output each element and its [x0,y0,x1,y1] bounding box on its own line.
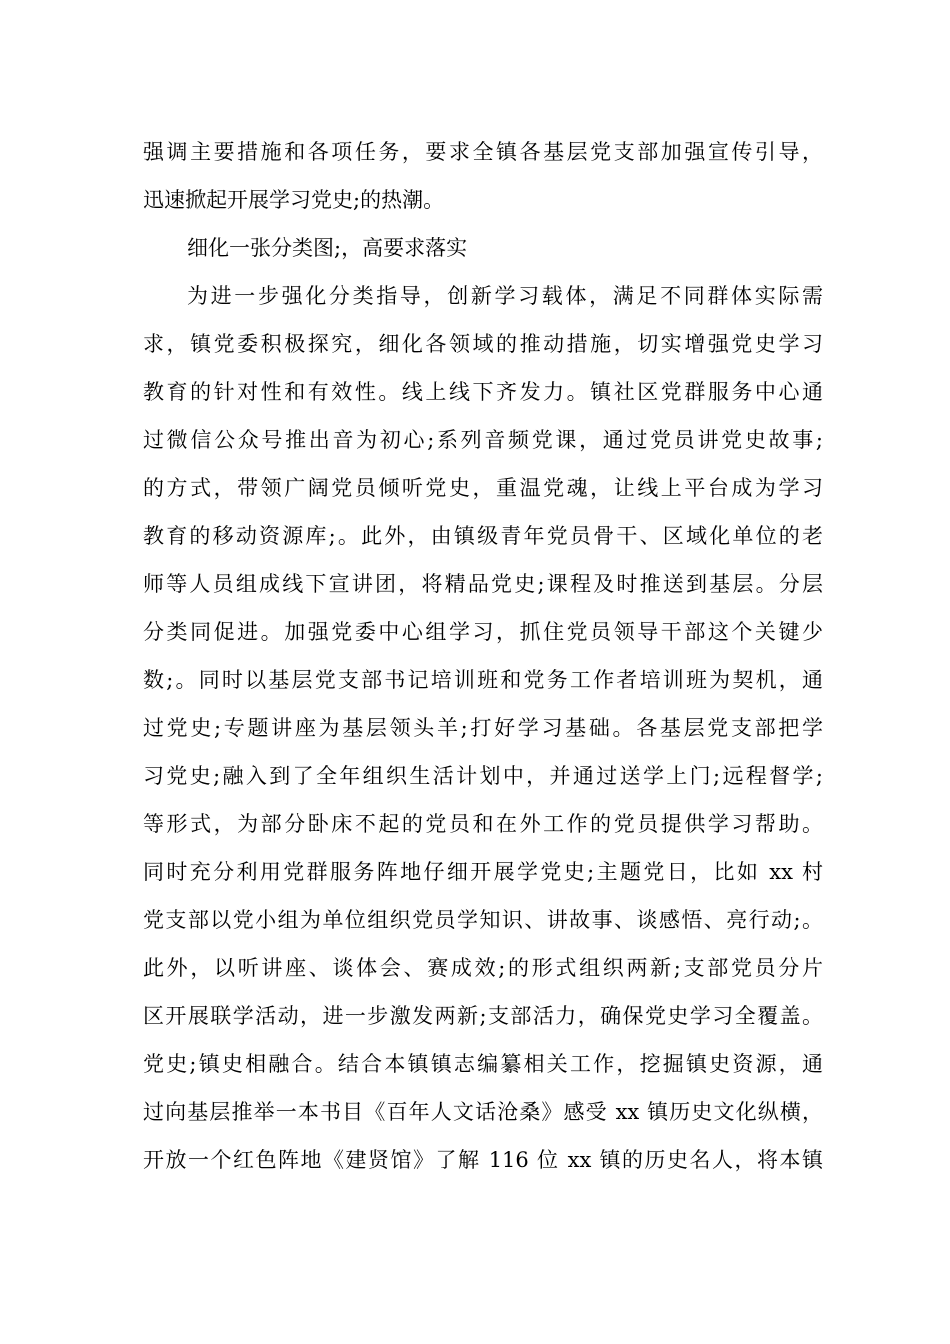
text-line: 教育的针对性和有效性。线上线下齐发力。镇社区党群服务中心通 [143,380,823,404]
text-line: 数;。同时以基层党支部书记培训班和党务工作者培训班为契机，通 [143,668,823,692]
text-line: 的方式，带领广阔党员倾听党史，重温党魂，让线上平台成为学习 [143,476,823,500]
text-line: 习党史;融入到了全年组织生活计划中，并通过送学上门;远程督学; [143,764,823,788]
text-line: 过微信公众号推出音为初心;系列音频党课，通过党员讲党史故事; [143,428,823,452]
text-line: 强调主要措施和各项任务，要求全镇各基层党支部加强宣传引导， [143,140,823,164]
text-line: 党史;镇史相融合。结合本镇镇志编纂相关工作，挖掘镇史资源，通 [143,1052,823,1076]
text-line: 为进一步强化分类指导，创新学习载体，满足不同群体实际需 [187,284,823,308]
text-line: 教育的移动资源库;。此外，由镇级青年党员骨干、区域化单位的老 [143,524,823,548]
text-line: 求，镇党委积极探究，细化各领域的推动措施，切实增强党史学习 [143,332,823,356]
document-body [143,128,823,1184]
text-line: 迅速掀起开展学习党史;的热潮。 [143,188,445,212]
text-line: 过向基层推举一本书目《百年人文话沧桑》感受 xx 镇历史文化纵横， [143,1100,823,1124]
text-line: 党支部以党小组为单位组织党员学知识、讲故事、谈感悟、亮行动;。 [143,908,823,932]
text-line: 此外，以听讲座、谈体会、赛成效;的形式组织两新;支部党员分片 [143,956,823,980]
text-line: 同时充分利用党群服务阵地仔细开展学党史;主题党日，比如 xx 村 [143,860,823,884]
section-heading: 细化一张分类图;，高要求落实 [187,236,468,260]
text-line: 师等人员组成线下宣讲团，将精品党史;课程及时推送到基层。分层 [143,572,823,596]
text-line: 过党史;专题讲座为基层领头羊;打好学习基础。各基层党支部把学 [143,716,823,740]
text-line: 分类同促进。加强党委中心组学习，抓住党员领导干部这个关键少 [143,620,823,644]
text-line: 等形式，为部分卧床不起的党员和在外工作的党员提供学习帮助。 [143,812,823,836]
text-line: 区开展联学活动，进一步激发两新;支部活力，确保党史学习全覆盖。 [143,1004,823,1028]
text-line: 开放一个红色阵地《建贤馆》了解 116 位 xx 镇的历史名人，将本镇 [143,1148,823,1172]
